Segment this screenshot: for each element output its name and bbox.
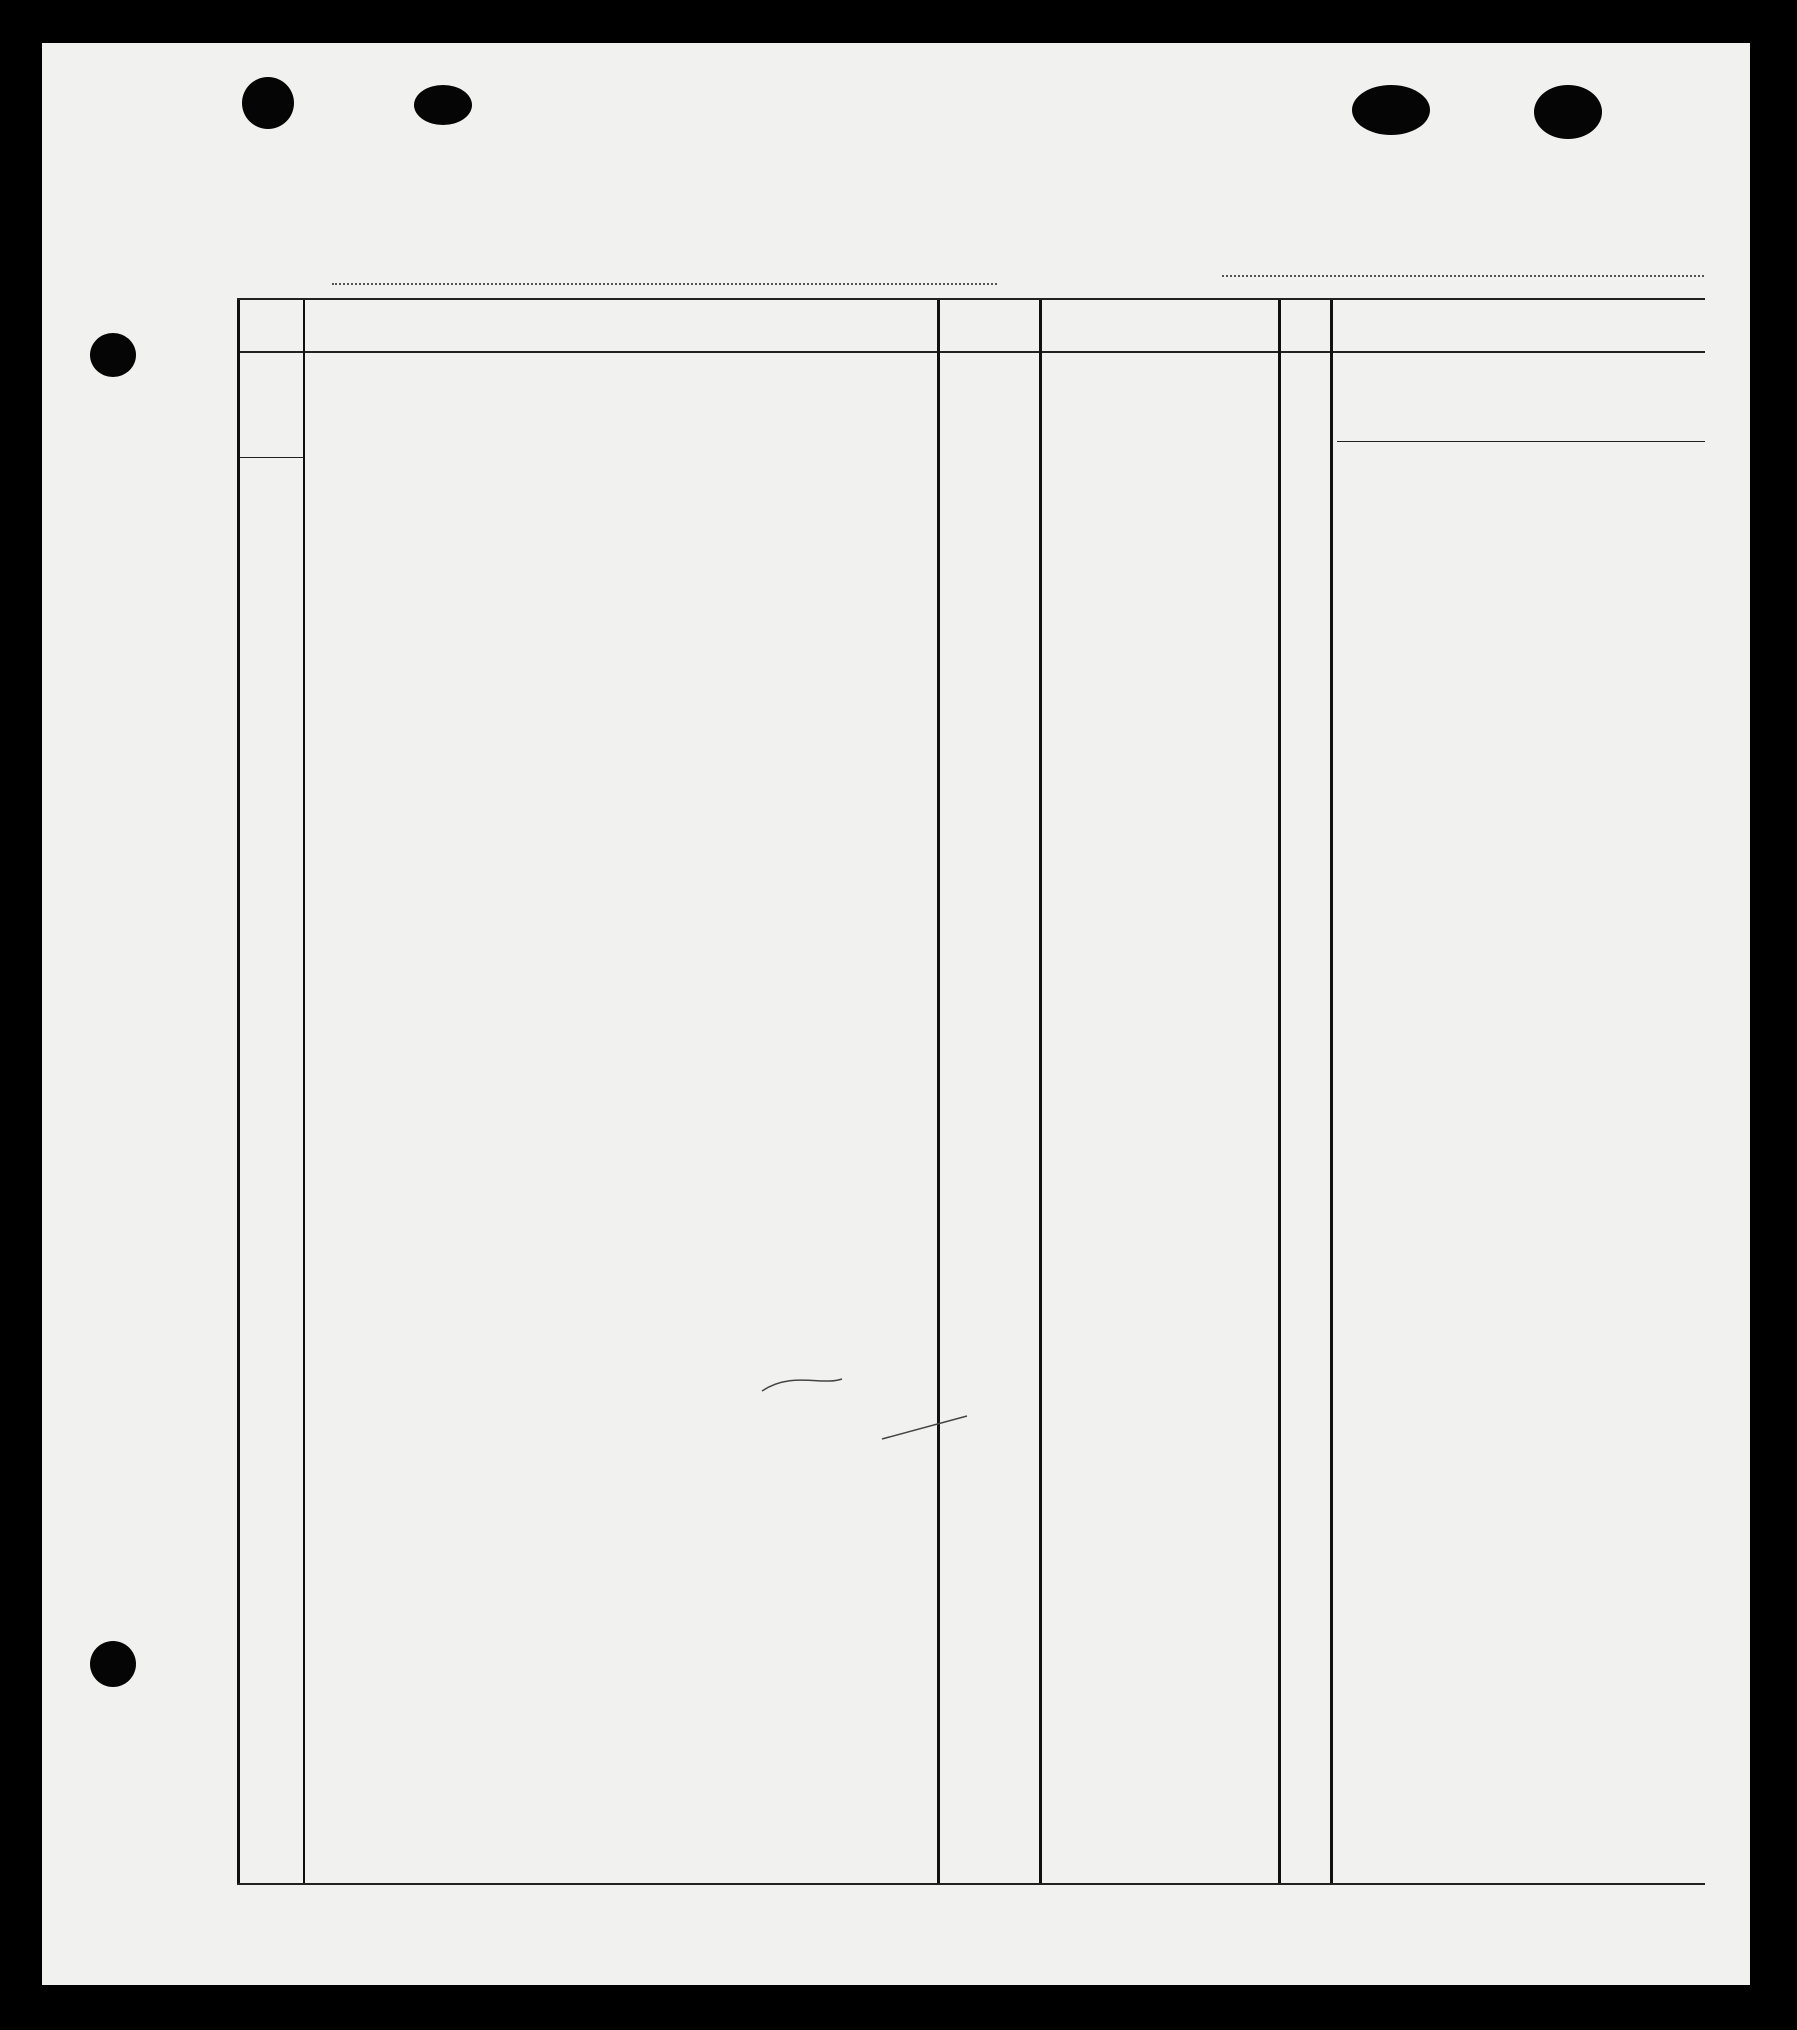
inspector-row-rule [1337,441,1705,442]
header-underline [1333,351,1705,353]
header-underline [1281,351,1330,353]
table-bottom-border [237,1883,1705,1885]
header-underline [305,351,937,353]
header-underline [1042,351,1278,353]
column-divider [1278,300,1281,1885]
column-divider [1330,300,1333,1885]
redaction-blot [90,333,136,377]
manifest-sheet [42,43,1750,1985]
table-top-border [237,298,1705,300]
column-divider [937,300,940,1885]
redaction-blot [1352,85,1430,135]
header-underline [940,351,1039,353]
redaction-blot [242,77,294,129]
redaction-blot [1534,85,1602,139]
line-number-rule [240,457,303,458]
redaction-blot [414,85,472,125]
column-divider [1039,300,1042,1885]
ship-dotted-line [332,283,997,285]
handwritten-annotation [732,1361,982,1471]
header-underline [240,351,303,353]
column-divider [303,300,305,1885]
table-left-border [237,300,240,1885]
port-dotted-line [1222,275,1704,277]
form-number [342,92,412,109]
redaction-blot [90,1641,136,1687]
